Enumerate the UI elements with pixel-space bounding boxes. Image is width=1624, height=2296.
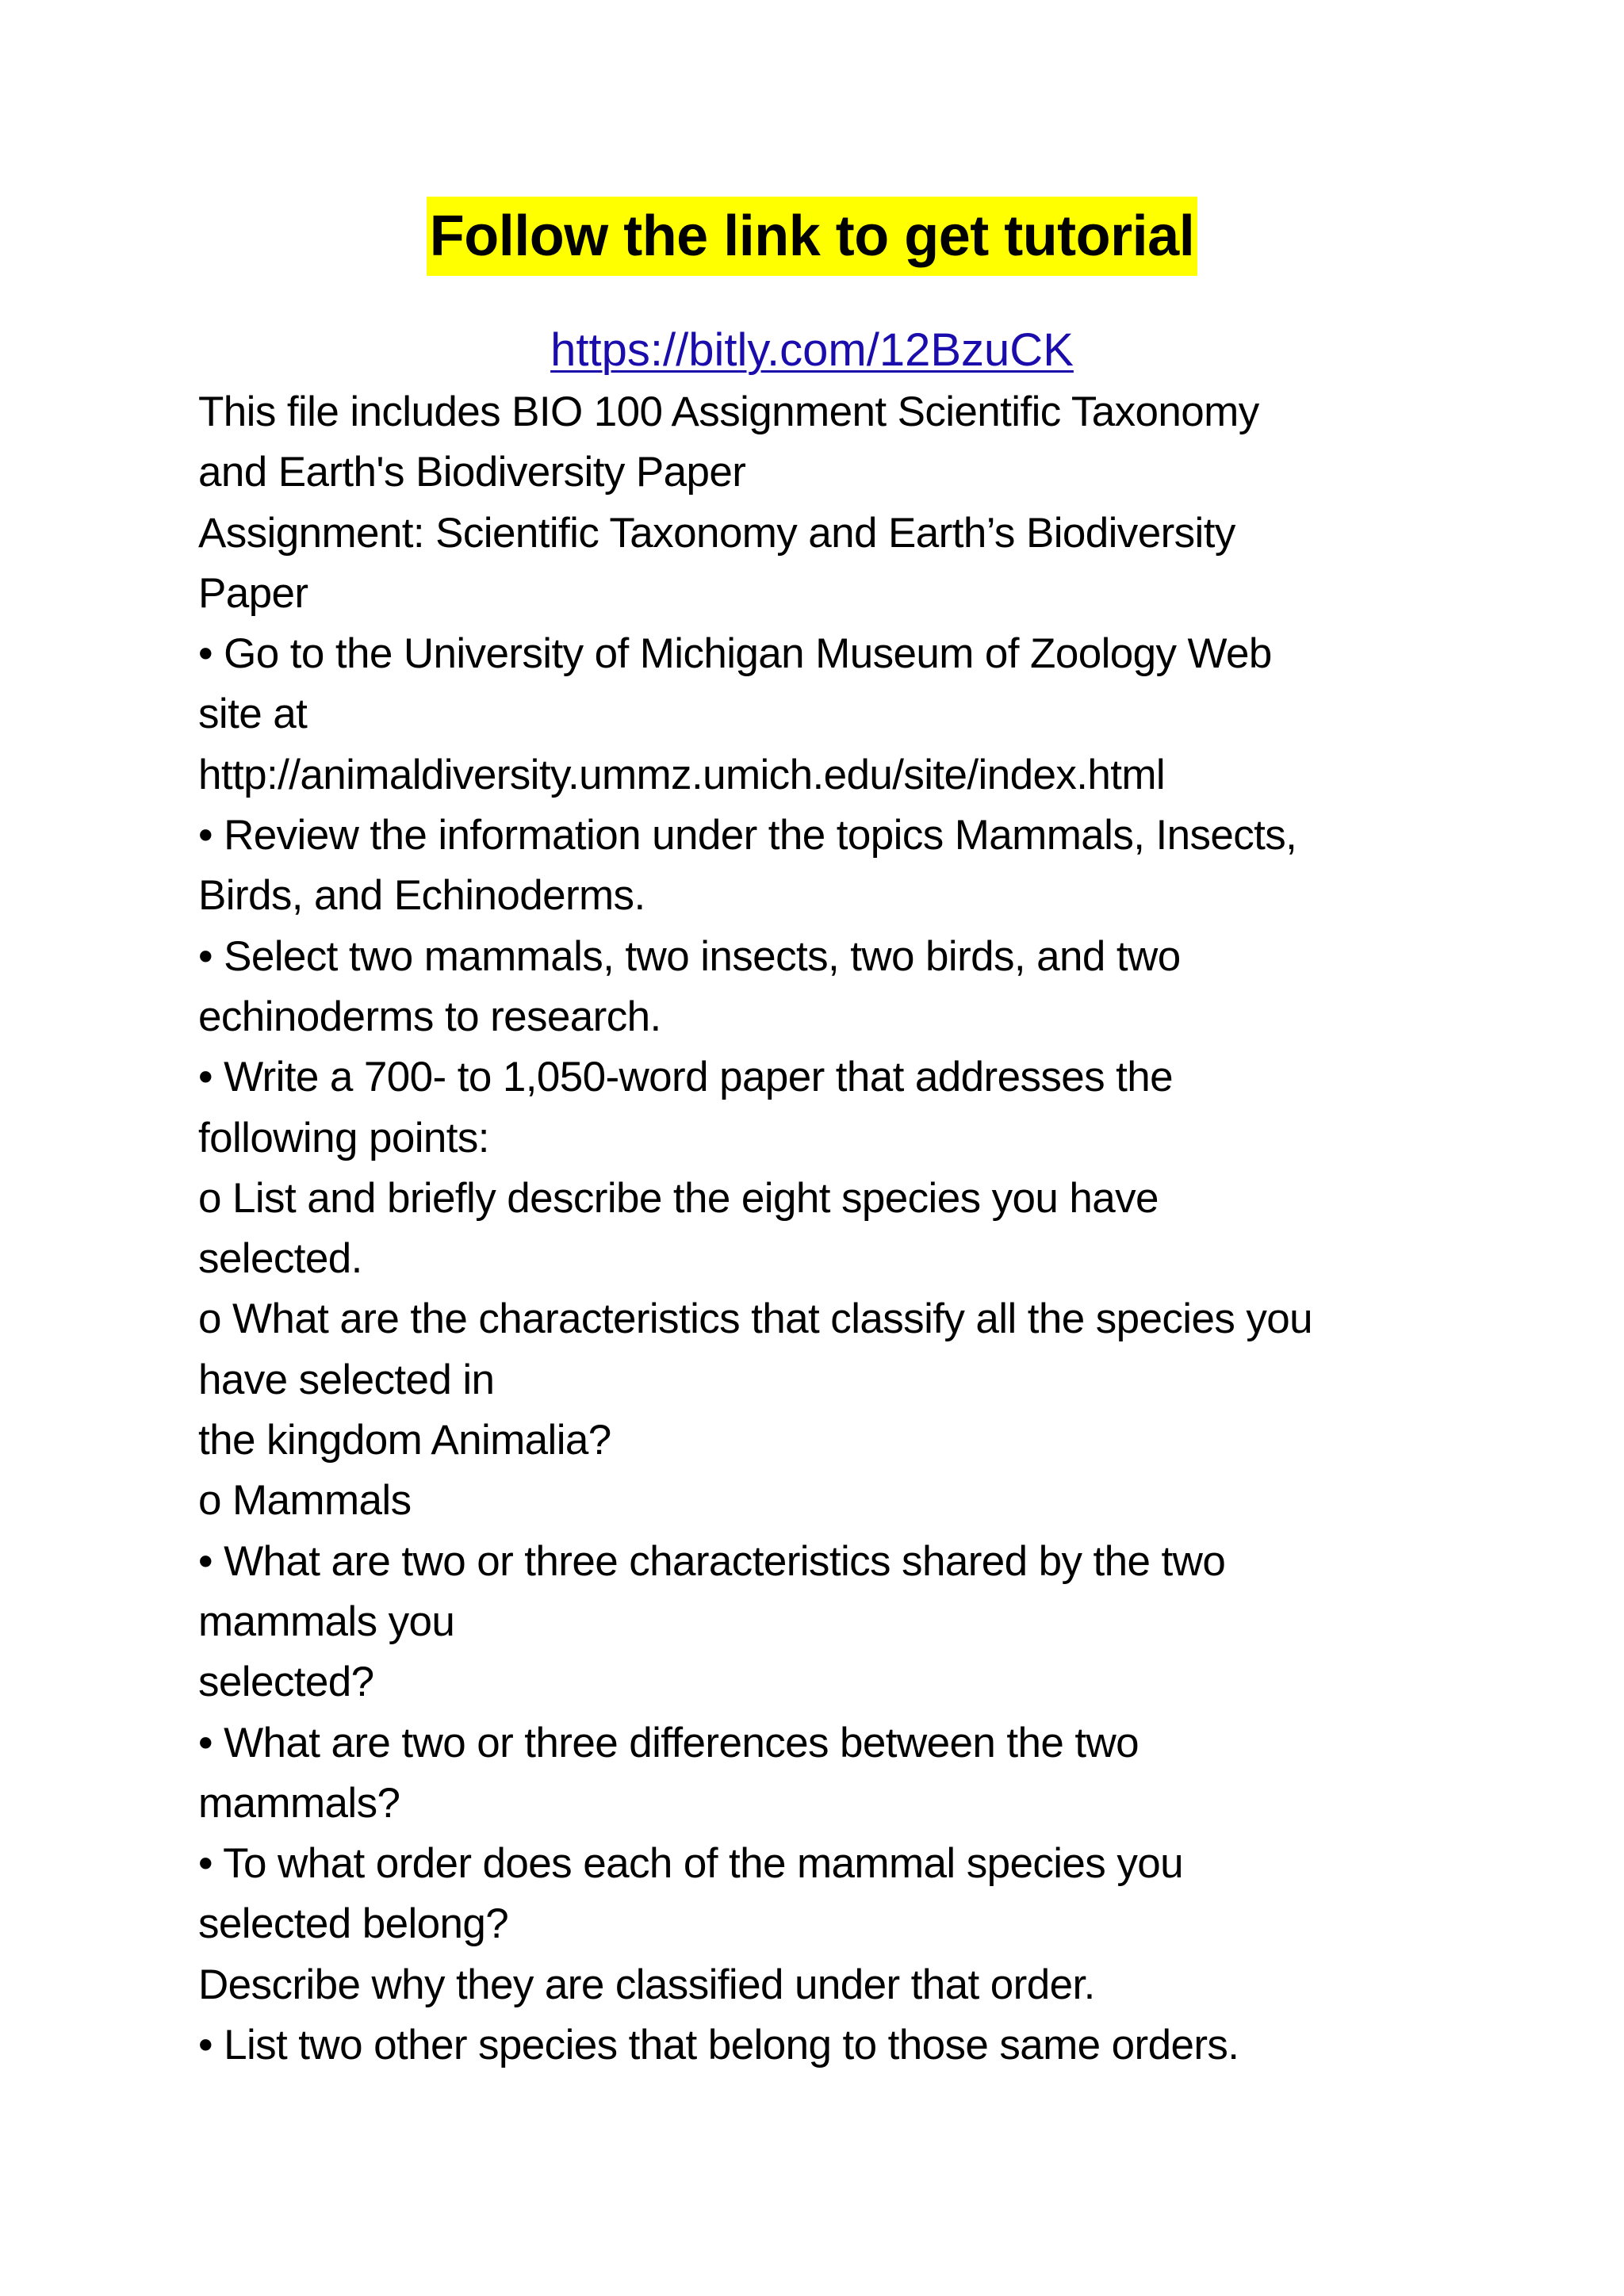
- text-line: the kingdom Animalia?: [198, 1417, 611, 1464]
- text-line: Paper: [198, 569, 308, 617]
- text-line: site at: [198, 691, 308, 738]
- text-line: Assignment: Scientific Taxonomy and Earth’s Biodiversity: [198, 509, 1235, 557]
- text-line: • Review the information under the topics Mammals, Insects,: [198, 812, 1297, 859]
- text-line: This file includes BIO 100 Assignment Scientific Taxonomy: [198, 388, 1259, 435]
- page-title: Follow the link to get tutorial: [427, 197, 1197, 276]
- text-line: following points:: [198, 1114, 489, 1161]
- text-line: selected belong?: [198, 1900, 509, 1948]
- title-container: [0, 197, 1624, 276]
- text-line: o Mammals: [198, 1477, 412, 1525]
- text-line: • What are two or three differences between the two: [198, 1719, 1139, 1766]
- text-line: • List two other species that belong to those same orders.: [198, 2022, 1239, 2069]
- text-line: echinoderms to research.: [198, 993, 661, 1040]
- text-line: • What are two or three characteristics shared by the two: [198, 1537, 1226, 1585]
- text-line: o What are the characteristics that classify all the species you: [198, 1295, 1313, 1343]
- tutorial-link[interactable]: https://bitly.com/12BzuCK: [550, 324, 1074, 376]
- text-line: mammals?: [198, 1779, 400, 1827]
- text-line: Birds, and Echinoderms.: [198, 872, 645, 920]
- text-line: • Write a 700- to 1,050-word paper that addresses the: [198, 1054, 1174, 1101]
- text-line: • To what order does each of the mammal species you: [198, 1840, 1183, 1888]
- text-line: http://animaldiversity.ummz.umich.edu/site/index.html: [198, 751, 1166, 798]
- text-line: • Go to the University of Michigan Museum of Zoology Web: [198, 630, 1272, 678]
- text-line: Describe why they are classified under that order.: [198, 1961, 1095, 2008]
- body-text: [198, 382, 1451, 2076]
- text-line: • Select two mammals, two insects, two birds, and two: [198, 932, 1181, 980]
- text-line: selected?: [198, 1659, 374, 1706]
- text-line: mammals you: [198, 1598, 455, 1645]
- text-line: and Earth's Biodiversity Paper: [198, 449, 746, 496]
- text-line: have selected in: [198, 1356, 495, 1403]
- text-line: selected.: [198, 1235, 362, 1283]
- text-line: o List and briefly describe the eight species you have: [198, 1174, 1159, 1222]
- link-container: [0, 316, 1624, 385]
